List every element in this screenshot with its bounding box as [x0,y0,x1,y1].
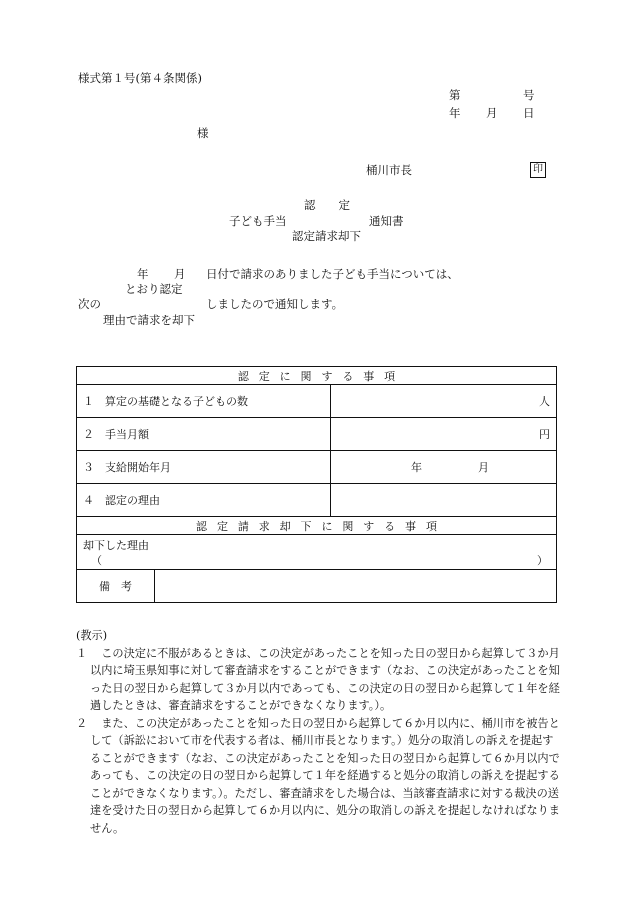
number-dai: 第 [449,88,461,102]
instruction-text-1: この決定に不服があるときは、この決定があったことを知った日の翌日から起算して３か月以内に埼玉県知事に対して審査請求をすることができます（なお、この決定があったことを知った日の翌日から起算して３か月以内であっても、この決定の日の翌日から起算して１年を経過したときは、審査請求をすることができなくなります。）。 [90,646,560,712]
body-line4: 理由で請求を却下 [103,313,195,327]
date-month: 月 [486,106,498,120]
instruction-text-2: また、この決定があったことを知った日の翌日から起算して６か月以内に、桶川市を被告として（訴訟において市を代表する者は、桶川市長となります。）処分の取消しの訴えを提起することができます（なお、この決定があったことを知った日の翌日から起算して６か月以内であっても、この決定の日の翌日から起算して１年を経過すると処分の取消しの訴えを提起することができなくなります。）。ただし、審査請求をした場合は、当該審査請求に対する裁決の送達を受けた日の翌日から起算して６か月以内に、処分の取消しの訴えを提起しなければなりません。 [90,716,560,835]
row-start-month-label: ３ 支給開始年月 [77,451,331,484]
paren-close: ） [537,554,549,567]
start-year-unit: 年 [411,461,422,474]
body-line1: 日付で請求のありました子ども手当については、 [206,267,459,281]
row-monthly-amount-label: ２ 手当月額 [77,418,331,451]
rejection-reason-label: 却下した理由 [83,539,149,552]
body-line3-right: しましたので通知します。 [206,297,344,311]
title-line2-right: 通知書 [369,214,404,228]
body-line3-left: 次の [78,297,101,311]
body-line2: とおり認定 [125,282,183,296]
section-header-rejection: 認定請求却下に関する事項 [77,517,557,535]
title-line2-left: 子ども手当 [229,214,287,228]
row-children-count-unit: 人 [331,385,557,418]
row-monthly-amount-unit: 円 [331,418,557,451]
instruction-number-2: ２ [76,716,88,730]
row-reason-label: ４ 認定の理由 [77,484,331,517]
instruction-item-1 [76,645,562,715]
body-year: 年 [137,267,149,281]
issuer-mayor: 桶川市長 [366,163,412,177]
remarks-label: 備 考 [77,570,155,603]
date-year: 年 [449,106,461,120]
date-day: 日 [523,106,535,120]
row-children-count-label: １ 算定の基礎となる子どもの数 [77,385,331,418]
row-start-month-value [331,451,557,484]
instruction-item-2 [76,715,562,838]
instructions-title: (教示) [76,629,108,642]
certification-table [76,366,557,603]
title-line3: 認定請求却下 [292,229,361,243]
seal-stamp: 印 [530,162,546,178]
start-month-unit: 月 [478,461,489,474]
rejection-reason-cell [77,535,557,570]
number-go: 号 [523,88,535,102]
instructions [76,627,562,837]
row-reason-value [331,484,557,517]
remarks-value [155,570,557,603]
paren-open: （ [91,554,102,567]
instruction-number-1: １ [76,646,88,660]
title-line1: 認 定 [304,198,350,212]
recipient-sama: 様 [197,126,209,140]
section-header-certification: 認定に関する事項 [77,367,557,385]
form-label: 様式第１号(第４条関係) [78,71,202,85]
body-month: 月 [174,267,186,281]
